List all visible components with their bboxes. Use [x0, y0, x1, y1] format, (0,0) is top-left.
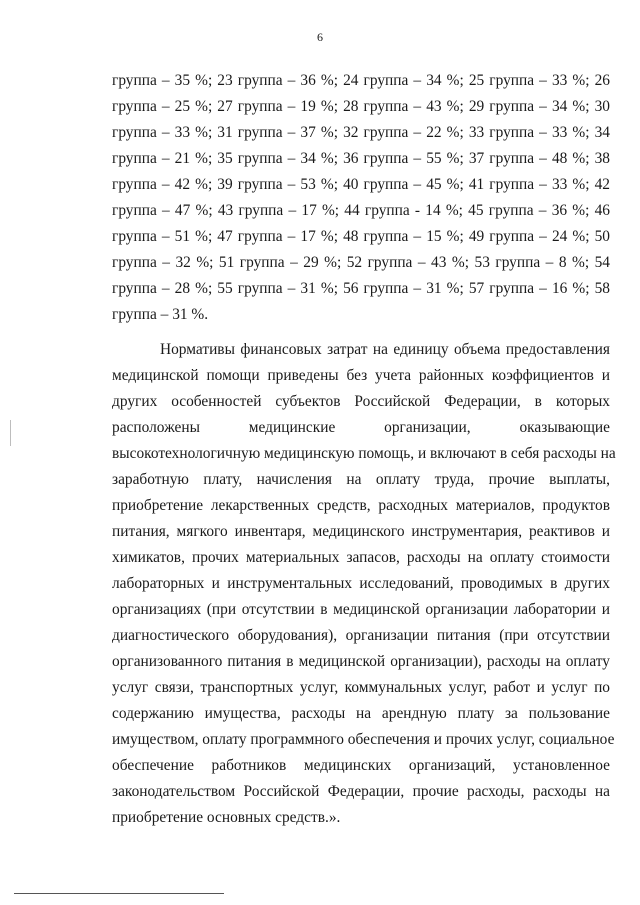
text-line: группа – 35 %; 23 группа – 36 %; 24 группа – 34 %; 25 группа – 33 %; 26	[112, 72, 610, 89]
text-line: группа – 51 %; 47 группа – 17 %; 48 группа – 15 %; 49 группа – 24 %; 50	[112, 228, 610, 245]
text-line: приобретение основных средств.».	[112, 809, 341, 826]
text-line: приобретение лекарственных средств, расходных материалов, продуктов	[112, 497, 610, 514]
text-line: имуществом, оплату программного обеспечения и прочих услуг, социальное	[112, 731, 615, 748]
text-line: содержанию имущества, расходы на арендную плату за пользование	[112, 705, 610, 722]
text-line: группа – 28 %; 55 группа – 31 %; 56 группа – 31 %; 57 группа – 16 %; 58	[112, 280, 610, 297]
text-line: питания, мягкого инвентаря, медицинского инструментария, реактивов и	[112, 523, 610, 540]
text-line: группа – 21 %; 35 группа – 34 %; 36 группа – 55 %; 37 группа – 48 %; 38	[112, 150, 610, 167]
page-number: 6	[317, 30, 323, 44]
footer-rule	[14, 893, 224, 894]
text-line: законодательством Российской Федерации, прочие расходы, расходы на	[112, 783, 610, 800]
text-line: организованного питания в медицинской организации), расходы на оплату	[112, 653, 610, 670]
margin-mark	[10, 420, 11, 446]
text-line: заработную плату, начисления на оплату труда, прочие выплаты,	[112, 471, 610, 488]
text-line: диагностического оборудования), организации питания (при отсутствии	[112, 627, 610, 644]
text-line: группа – 31 %.	[112, 306, 209, 323]
text-line: высокотехнологичную медицинскую помощь, и включают в себя расходы на	[112, 445, 616, 462]
text-line: расположены медицинские организации, оказывающие	[112, 419, 610, 436]
text-line: лабораторных и инструментальных исследований, проводимых в других	[112, 575, 610, 592]
text-line: группа – 25 %; 27 группа – 19 %; 28 группа – 43 %; 29 группа – 34 %; 30	[112, 98, 610, 115]
text-line: Нормативы финансовых затрат на единицу объема предоставления	[160, 341, 610, 358]
text-line: группа – 33 %; 31 группа – 37 %; 32 группа – 22 %; 33 группа – 33 %; 34	[112, 124, 610, 141]
text-line: обеспечение работников медицинских организаций, установленное	[112, 757, 610, 774]
text-line: других особенностей субъектов Российской Федерации, в которых	[112, 393, 610, 410]
text-line: группа – 32 %; 51 группа – 29 %; 52 группа – 43 %; 53 группа – 8 %; 54	[112, 254, 610, 271]
text-line: организациях (при отсутствии в медицинской организации лаборатории и	[112, 601, 610, 618]
text-line: услуг связи, транспортных услуг, коммунальных услуг, работ и услуг по	[112, 679, 610, 696]
text-line: группа – 47 %; 43 группа – 17 %; 44 группа - 14 %; 45 группа – 36 %; 46	[112, 202, 610, 219]
text-line: группа – 42 %; 39 группа – 53 %; 40 группа – 45 %; 41 группа – 33 %; 42	[112, 176, 610, 193]
text-line: медицинской помощи приведены без учета районных коэффициентов и	[112, 367, 610, 384]
text-line: химикатов, прочих материальных запасов, расходы на оплату стоимости	[112, 549, 610, 566]
